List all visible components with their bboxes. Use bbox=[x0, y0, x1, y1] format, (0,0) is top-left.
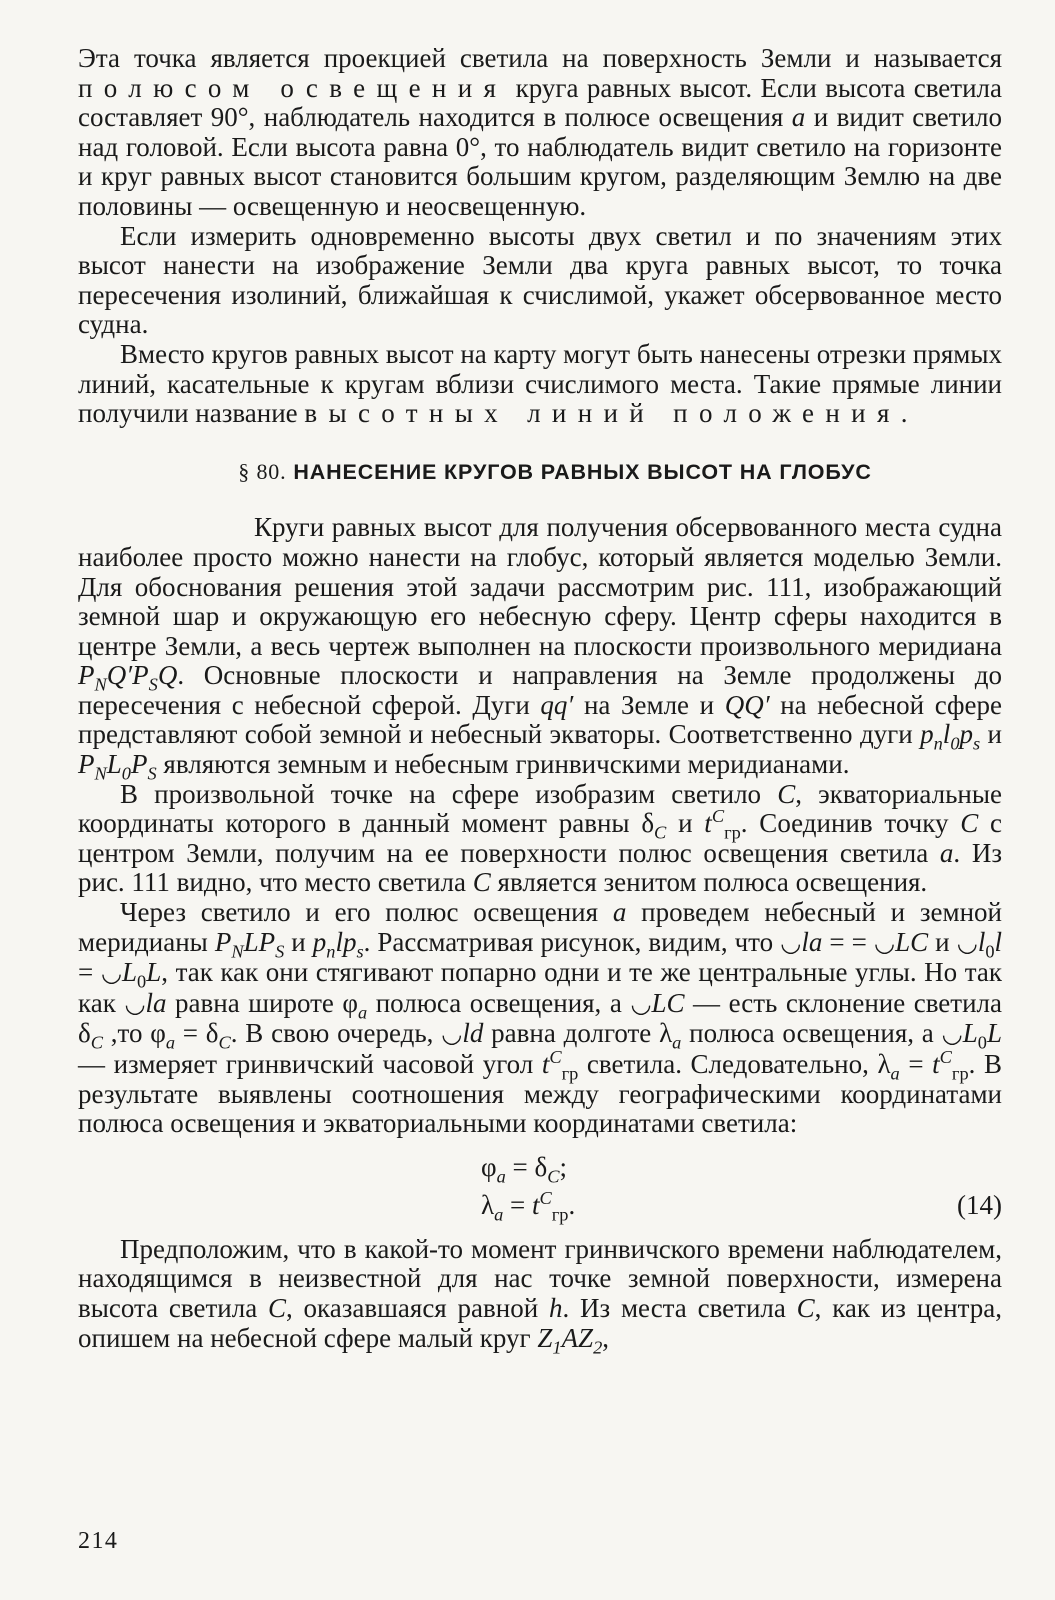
text-run: — есть склонение светила bbox=[684, 987, 1002, 1018]
math-expr: $\delta_C$ bbox=[641, 808, 667, 843]
math-var: h bbox=[548, 1292, 563, 1323]
text-run: В произвольной точке на сфере изобразим светило bbox=[120, 778, 778, 809]
text-run: . В результате выявлены соотношения между географическими координатами полюса освещения и экваториальными координатами светила: bbox=[78, 1049, 1002, 1139]
section-heading bbox=[78, 457, 1002, 488]
text-run: равна долготе bbox=[483, 1018, 660, 1049]
section-number: § 80. bbox=[238, 458, 287, 484]
text-run: и bbox=[980, 719, 1002, 750]
paragraph-1 bbox=[78, 44, 1002, 222]
math-expr: $t^C_{гр}$ bbox=[704, 806, 741, 843]
spaced-term: высотных линий положения bbox=[304, 398, 901, 429]
math-var: C bbox=[267, 1292, 286, 1323]
math-expr: $◡l_0l$ = $◡L_0L$ bbox=[78, 926, 1003, 992]
text-run: . Из места светила bbox=[562, 1292, 797, 1323]
text-run: Эта точка является проекцией светила на поверхность Земли и называется bbox=[78, 43, 1002, 73]
math-expr: qq′ bbox=[540, 689, 574, 720]
math-expr: $p_nlp_s$ bbox=[312, 926, 364, 962]
formula-line-1: $\varphi_a = \delta_C$; bbox=[481, 1151, 567, 1187]
math-expr: $\lambda_a$ bbox=[659, 1018, 682, 1053]
formula-line-2: $\lambda_a = t^C_{гр}$. bbox=[481, 1187, 576, 1225]
text-run: и bbox=[928, 926, 957, 957]
math-expr: $\delta_C$ bbox=[78, 1018, 103, 1053]
text-run: проведем небесный и земной меридианы bbox=[78, 897, 1003, 957]
math-expr: $Z_1AZ_2$ bbox=[537, 1322, 603, 1357]
math-var: C bbox=[960, 808, 979, 839]
text-run: . Основные плоскости и направления на Земле продолжены до пересечения с небесной сферой. Дуги bbox=[78, 660, 1002, 720]
section-title: НАНЕСЕНИЕ КРУГОВ РАВНЫХ ВЫСОТ НА ГЛОБУС bbox=[293, 459, 872, 484]
math-expr: $t^C_{гр}$ bbox=[541, 1047, 579, 1084]
math-expr: $\varphi_a = \delta_C$ bbox=[150, 1018, 231, 1053]
text-run: и видит светило над головой. Если высота равна 0°, то наблюдатель видит светило на горизонте и круг равных высот становится большим кругом, разделяющим Землю на две половины — освещенную и неосвещенную. bbox=[78, 102, 1002, 221]
text-run: является зенитом полюса освещения. bbox=[490, 867, 928, 898]
text-run: круга равных высот. Если высота светила составляет 90°, наблюдатель находится в полюсе освещения bbox=[78, 72, 1002, 133]
math-var: C bbox=[777, 778, 796, 809]
text-run: полюса освещения, а bbox=[681, 1018, 942, 1049]
text-run: , оказавшаяся равной bbox=[286, 1292, 549, 1323]
math-expr: QQ′ bbox=[724, 689, 770, 720]
body-paragraph-1 bbox=[78, 512, 1002, 784]
math-expr: $\lambda_a = t^C_{гр}$ bbox=[877, 1047, 969, 1084]
math-expr: ◡la = = ◡LC bbox=[780, 926, 929, 957]
text-run: . bbox=[900, 398, 908, 429]
body-paragraph-4: Предположим, что в какой-то момент гринвичского времени наблюдателем, находящимся в неизвестной для нас точке земной поверхности, измерена высота светила C, оказавшаяся равной h. Из места светила C, как из центра, опишем на небесной сфере малый круг $Z_1AZ_2$, bbox=[78, 1233, 1002, 1357]
text-run: Вместо кругов равных высот на карту могут быть нанесены отрезки прямых линий, касательные к кругам вблизи счислимого места. Такие прямые линии получили название bbox=[78, 338, 1002, 429]
math-expr: $P_NQ'P_SQ$ bbox=[78, 660, 178, 695]
math-expr: $\varphi_a$ bbox=[342, 987, 368, 1023]
text-run: светила. Следовательно, bbox=[578, 1049, 878, 1079]
page-body bbox=[78, 43, 1003, 1357]
math-expr: ◡ld bbox=[441, 1018, 484, 1049]
spaced-term: полюсом освещения bbox=[78, 72, 508, 103]
text-run: , так как они стягивают попарно одни и те же центральные углы. Но так как bbox=[78, 957, 1002, 1018]
paragraph-2: Если измерить одновременно высоты двух светил и по значениям этих высот нанести на изображение Земли два круга равных высот, то точка пересечения изолиний, ближайшая к счислимой, укажет обсервованное место судна. bbox=[78, 220, 1002, 340]
formula-14 bbox=[78, 1153, 1002, 1225]
math-expr: ◡la bbox=[124, 987, 167, 1018]
text-run: и bbox=[284, 926, 313, 957]
math-expr: ◡LC bbox=[630, 987, 685, 1018]
text-run: на небесной сфере представляют собой земной и небесный экваторы. Соответственно дуги bbox=[78, 689, 1002, 750]
formula-number: (14) bbox=[957, 1189, 1002, 1220]
math-expr: $P_NLP_S$ bbox=[214, 926, 285, 962]
page-number: 214 bbox=[78, 1528, 119, 1554]
math-expr: $p_nl_0p_s$ bbox=[920, 719, 981, 754]
text-run: , экваториальные координаты которого в данный момент равны bbox=[78, 778, 1003, 839]
paragraph-3 bbox=[78, 340, 1002, 429]
text-run: — измеряет гринвичский часовой угол bbox=[78, 1049, 542, 1079]
text-run: ,то bbox=[102, 1018, 151, 1049]
text-run: . Рассматривая рисунок, видим, что bbox=[363, 926, 781, 957]
body-paragraph-3 bbox=[78, 898, 1002, 1139]
math-var: C bbox=[796, 1292, 815, 1323]
text-run: полюса освещения, а bbox=[367, 987, 631, 1018]
text-run: , как из центра, опишем на небесной сфере малый круг bbox=[78, 1292, 1002, 1353]
math-expr: $P_NL_0P_S$ bbox=[78, 749, 157, 784]
text-run: Через светило и его полюс освещения bbox=[120, 897, 613, 928]
text-run: Круги равных высот для получения обсервованного места судна наиболее просто можно нанести на глобус, который является моделью Земли. Для обоснования решения этой задачи рассмотрим рис. 111, изображающий земной шар и окружающую его небесную сферу. Центр сферы находится в центре Земли, а весь чертеж выполнен на плоскости произвольного меридиана bbox=[78, 512, 1002, 661]
text-run: и bbox=[666, 808, 705, 839]
math-var: a bbox=[939, 837, 954, 868]
body-paragraph-2 bbox=[78, 780, 1002, 898]
math-expr: $◡L_0L$ bbox=[941, 1018, 1002, 1053]
text-run: . Из рис. 111 видно, что место светила bbox=[78, 837, 1002, 898]
text-run: являются земным и небесным гринвичскими меридианами. bbox=[156, 749, 850, 780]
text-run: равна широте bbox=[166, 987, 343, 1018]
text-run: . Соединив точку bbox=[740, 808, 961, 839]
text-run: Предположим, что в какой-то момент гринвичского времени наблюдателем, находящимся в неизвестной для нас точке земной поверхности, измерена высота светила bbox=[78, 1233, 1002, 1323]
text-run: с центром Земли, получим на ее поверхности полюс освещения светила bbox=[78, 808, 1002, 868]
text-run: . В свою очередь, bbox=[230, 1018, 442, 1049]
math-var: a bbox=[612, 897, 627, 928]
math-var: C bbox=[472, 867, 491, 898]
text-run: на Земле и bbox=[573, 689, 725, 720]
math-var: a bbox=[791, 102, 806, 133]
